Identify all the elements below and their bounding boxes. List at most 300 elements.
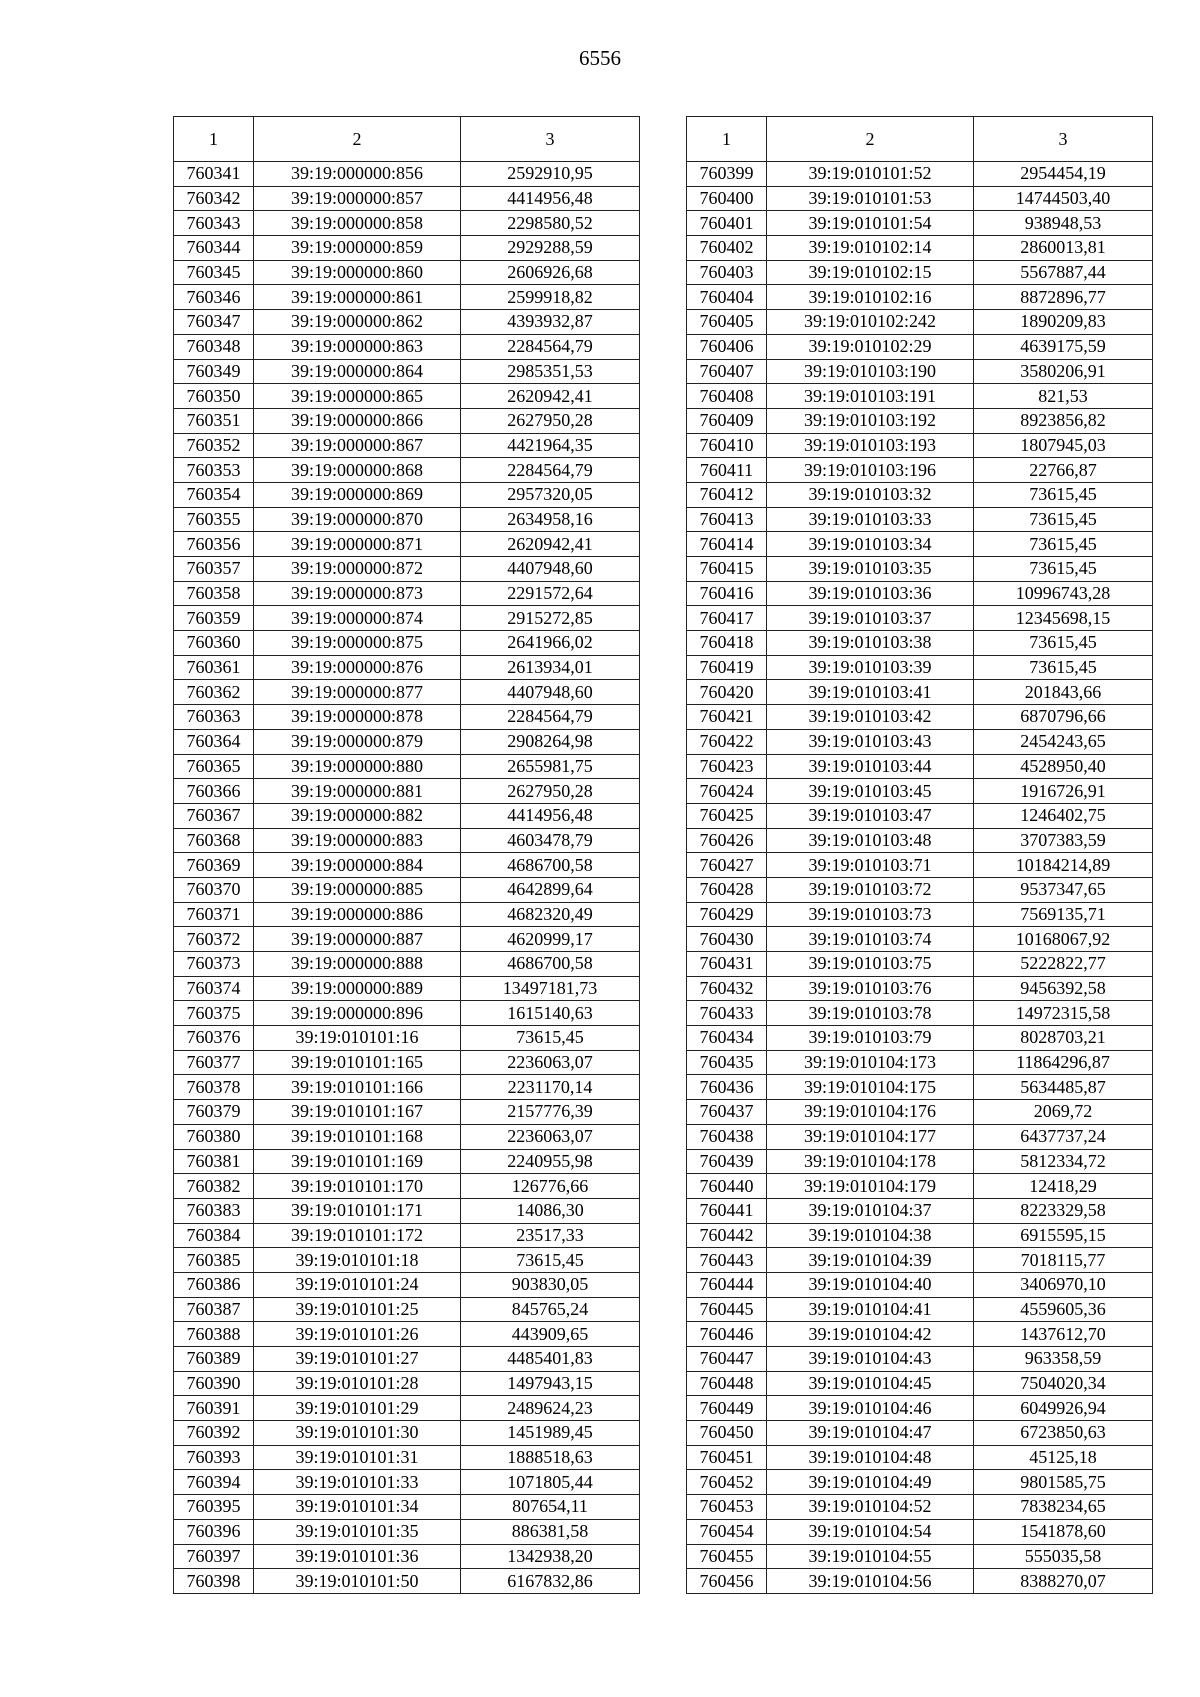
cadastral-number-cell: 39:19:010104:45 (767, 1371, 974, 1396)
cadastral-number-cell: 39:19:010104:177 (767, 1124, 974, 1149)
table-row (174, 1519, 640, 1544)
row-number-cell: 760398 (174, 1569, 254, 1594)
row-number-cell: 760372 (174, 927, 254, 952)
left-register-table (173, 116, 640, 1594)
cadastral-number-cell: 39:19:010101:52 (767, 162, 974, 187)
table-row (687, 1445, 1153, 1470)
value-cell: 1497943,15 (461, 1371, 640, 1396)
cadastral-number-cell: 39:19:010104:43 (767, 1347, 974, 1372)
row-number-cell: 760443 (687, 1248, 767, 1273)
row-number-cell: 760415 (687, 557, 767, 582)
row-number-cell: 760453 (687, 1495, 767, 1520)
table-row (174, 952, 640, 977)
row-number-cell: 760405 (687, 310, 767, 335)
value-cell: 5812334,72 (974, 1149, 1153, 1174)
value-cell: 9537347,65 (974, 877, 1153, 902)
value-cell: 4686700,58 (461, 952, 640, 977)
row-number-cell: 760417 (687, 606, 767, 631)
row-number-cell: 760410 (687, 433, 767, 458)
row-number-cell: 760350 (174, 384, 254, 409)
cadastral-number-cell: 39:19:010104:52 (767, 1495, 974, 1520)
table-row (174, 1001, 640, 1026)
row-number-cell: 760368 (174, 828, 254, 853)
row-number-cell: 760358 (174, 581, 254, 606)
row-number-cell: 760343 (174, 211, 254, 236)
table-row (687, 384, 1153, 409)
table-row (687, 680, 1153, 705)
row-number-cell: 760421 (687, 705, 767, 730)
row-number-cell: 760360 (174, 631, 254, 656)
row-number-cell: 760354 (174, 482, 254, 507)
value-cell: 73615,45 (461, 1248, 640, 1273)
table-row (687, 557, 1153, 582)
table-row (174, 877, 640, 902)
cadastral-number-cell: 39:19:010101:27 (254, 1347, 461, 1372)
table-row (174, 359, 640, 384)
table-row (687, 186, 1153, 211)
cadastral-number-cell: 39:19:000000:863 (254, 334, 461, 359)
value-cell: 2957320,05 (461, 482, 640, 507)
row-number-cell: 760364 (174, 729, 254, 754)
cadastral-number-cell: 39:19:010104:54 (767, 1519, 974, 1544)
row-number-cell: 760355 (174, 507, 254, 532)
value-cell: 2291572,64 (461, 581, 640, 606)
table-row (174, 458, 640, 483)
row-number-cell: 760371 (174, 902, 254, 927)
cadastral-number-cell: 39:19:000000:871 (254, 532, 461, 557)
value-cell: 11864296,87 (974, 1050, 1153, 1075)
cadastral-number-cell: 39:19:000000:857 (254, 186, 461, 211)
value-cell: 13497181,73 (461, 976, 640, 1001)
value-cell: 7569135,71 (974, 902, 1153, 927)
row-number-cell: 760379 (174, 1100, 254, 1125)
value-cell: 8223329,58 (974, 1198, 1153, 1223)
cadastral-number-cell: 39:19:010101:25 (254, 1297, 461, 1322)
table-row (174, 1396, 640, 1421)
cadastral-number-cell: 39:19:000000:860 (254, 260, 461, 285)
table-row (687, 754, 1153, 779)
cadastral-number-cell: 39:19:010101:31 (254, 1445, 461, 1470)
table-row (174, 310, 640, 335)
cadastral-number-cell: 39:19:010103:38 (767, 631, 974, 656)
row-number-cell: 760356 (174, 532, 254, 557)
row-number-cell: 760396 (174, 1519, 254, 1544)
table-row (687, 927, 1153, 952)
row-number-cell: 760413 (687, 507, 767, 532)
cadastral-number-cell: 39:19:010101:26 (254, 1322, 461, 1347)
value-cell: 938948,53 (974, 211, 1153, 236)
row-number-cell: 760401 (687, 211, 767, 236)
table-row (174, 803, 640, 828)
row-number-cell: 760446 (687, 1322, 767, 1347)
table-row (687, 1347, 1153, 1372)
row-number-cell: 760425 (687, 803, 767, 828)
cadastral-number-cell: 39:19:010103:75 (767, 952, 974, 977)
row-number-cell: 760399 (687, 162, 767, 187)
row-number-cell: 760348 (174, 334, 254, 359)
cadastral-number-cell: 39:19:010103:44 (767, 754, 974, 779)
value-cell: 6870796,66 (974, 705, 1153, 730)
cadastral-number-cell: 39:19:000000:885 (254, 877, 461, 902)
row-number-cell: 760353 (174, 458, 254, 483)
column-header-1: 1 (174, 117, 254, 162)
cadastral-number-cell: 39:19:010102:242 (767, 310, 974, 335)
row-number-cell: 760451 (687, 1445, 767, 1470)
table-row (687, 1198, 1153, 1223)
table-row (174, 1174, 640, 1199)
cadastral-number-cell: 39:19:010103:45 (767, 779, 974, 804)
value-cell: 2627950,28 (461, 779, 640, 804)
table-row (687, 1075, 1153, 1100)
table-row (687, 1470, 1153, 1495)
value-cell: 14972315,58 (974, 1001, 1153, 1026)
column-header-3: 3 (974, 117, 1153, 162)
table-row (687, 1174, 1153, 1199)
cadastral-number-cell: 39:19:010102:14 (767, 236, 974, 261)
value-cell: 6437737,24 (974, 1124, 1153, 1149)
value-cell: 2284564,79 (461, 334, 640, 359)
value-cell: 1437612,70 (974, 1322, 1153, 1347)
value-cell: 8872896,77 (974, 285, 1153, 310)
row-number-cell: 760363 (174, 705, 254, 730)
table-row (687, 1124, 1153, 1149)
value-cell: 6049926,94 (974, 1396, 1153, 1421)
cadastral-number-cell: 39:19:010103:79 (767, 1026, 974, 1051)
row-number-cell: 760436 (687, 1075, 767, 1100)
cadastral-number-cell: 39:19:010103:41 (767, 680, 974, 705)
row-number-cell: 760349 (174, 359, 254, 384)
cadastral-number-cell: 39:19:010101:50 (254, 1569, 461, 1594)
table-row (687, 581, 1153, 606)
column-header-2: 2 (767, 117, 974, 162)
cadastral-number-cell: 39:19:000000:859 (254, 236, 461, 261)
row-number-cell: 760370 (174, 877, 254, 902)
value-cell: 73615,45 (974, 655, 1153, 680)
row-number-cell: 760393 (174, 1445, 254, 1470)
row-number-cell: 760430 (687, 927, 767, 952)
table-row (174, 976, 640, 1001)
table-row (174, 680, 640, 705)
table-row (687, 482, 1153, 507)
cadastral-number-cell: 39:19:010104:41 (767, 1297, 974, 1322)
row-number-cell: 760412 (687, 482, 767, 507)
value-cell: 2655981,75 (461, 754, 640, 779)
value-cell: 2240955,98 (461, 1149, 640, 1174)
value-cell: 73615,45 (974, 532, 1153, 557)
row-number-cell: 760409 (687, 408, 767, 433)
value-cell: 6167832,86 (461, 1569, 640, 1594)
row-number-cell: 760395 (174, 1495, 254, 1520)
value-cell: 2599918,82 (461, 285, 640, 310)
cadastral-number-cell: 39:19:010101:36 (254, 1544, 461, 1569)
row-number-cell: 760366 (174, 779, 254, 804)
row-number-cell: 760351 (174, 408, 254, 433)
cadastral-number-cell: 39:19:010103:32 (767, 482, 974, 507)
row-number-cell: 760376 (174, 1026, 254, 1051)
table-row (174, 1026, 640, 1051)
cadastral-number-cell: 39:19:010103:192 (767, 408, 974, 433)
row-number-cell: 760440 (687, 1174, 767, 1199)
table-row (687, 952, 1153, 977)
value-cell: 2298580,52 (461, 211, 640, 236)
cadastral-number-cell: 39:19:000000:869 (254, 482, 461, 507)
cadastral-number-cell: 39:19:000000:879 (254, 729, 461, 754)
table-row (687, 1001, 1153, 1026)
value-cell: 4682320,49 (461, 902, 640, 927)
cadastral-number-cell: 39:19:010103:34 (767, 532, 974, 557)
cadastral-number-cell: 39:19:010101:170 (254, 1174, 461, 1199)
value-cell: 23517,33 (461, 1223, 640, 1248)
table-row (687, 853, 1153, 878)
value-cell: 2592910,95 (461, 162, 640, 187)
row-number-cell: 760454 (687, 1519, 767, 1544)
table-row (174, 1272, 640, 1297)
row-number-cell: 760378 (174, 1075, 254, 1100)
value-cell: 4414956,48 (461, 803, 640, 828)
table-row (174, 557, 640, 582)
cadastral-number-cell: 39:19:010101:24 (254, 1272, 461, 1297)
value-cell: 201843,66 (974, 680, 1153, 705)
value-cell: 8923856,82 (974, 408, 1153, 433)
value-cell: 1890209,83 (974, 310, 1153, 335)
value-cell: 2929288,59 (461, 236, 640, 261)
table-row (174, 482, 640, 507)
row-number-cell: 760389 (174, 1347, 254, 1372)
value-cell: 4642899,64 (461, 877, 640, 902)
cadastral-number-cell: 39:19:010102:15 (767, 260, 974, 285)
value-cell: 4559605,36 (974, 1297, 1153, 1322)
cadastral-number-cell: 39:19:010101:29 (254, 1396, 461, 1421)
value-cell: 2236063,07 (461, 1050, 640, 1075)
table-row (174, 606, 640, 631)
row-number-cell: 760403 (687, 260, 767, 285)
cadastral-number-cell: 39:19:010104:49 (767, 1470, 974, 1495)
cadastral-number-cell: 39:19:010101:35 (254, 1519, 461, 1544)
row-number-cell: 760452 (687, 1470, 767, 1495)
row-number-cell: 760359 (174, 606, 254, 631)
row-number-cell: 760434 (687, 1026, 767, 1051)
cadastral-number-cell: 39:19:000000:875 (254, 631, 461, 656)
left-table-body (174, 162, 640, 1594)
value-cell: 807654,11 (461, 1495, 640, 1520)
row-number-cell: 760369 (174, 853, 254, 878)
value-cell: 443909,65 (461, 1322, 640, 1347)
cadastral-number-cell: 39:19:010101:28 (254, 1371, 461, 1396)
value-cell: 1342938,20 (461, 1544, 640, 1569)
cadastral-number-cell: 39:19:010103:33 (767, 507, 974, 532)
value-cell: 9456392,58 (974, 976, 1153, 1001)
value-cell: 1807945,03 (974, 433, 1153, 458)
cadastral-number-cell: 39:19:010101:168 (254, 1124, 461, 1149)
cadastral-number-cell: 39:19:010103:193 (767, 433, 974, 458)
cadastral-number-cell: 39:19:010103:42 (767, 705, 974, 730)
value-cell: 2236063,07 (461, 1124, 640, 1149)
right-table-body (687, 162, 1153, 1594)
value-cell: 4421964,35 (461, 433, 640, 458)
column-header-3: 3 (461, 117, 640, 162)
value-cell: 886381,58 (461, 1519, 640, 1544)
value-cell: 5634485,87 (974, 1075, 1153, 1100)
value-cell: 7838234,65 (974, 1495, 1153, 1520)
value-cell: 1916726,91 (974, 779, 1153, 804)
table-row (174, 631, 640, 656)
table-row (687, 1026, 1153, 1051)
value-cell: 3707383,59 (974, 828, 1153, 853)
row-number-cell: 760420 (687, 680, 767, 705)
table-row (687, 507, 1153, 532)
cadastral-number-cell: 39:19:010104:55 (767, 1544, 974, 1569)
page-number: 6556 (579, 46, 621, 70)
row-number-cell: 760422 (687, 729, 767, 754)
row-number-cell: 760377 (174, 1050, 254, 1075)
table-row (687, 1100, 1153, 1125)
row-number-cell: 760347 (174, 310, 254, 335)
table-row (687, 1322, 1153, 1347)
row-number-cell: 760362 (174, 680, 254, 705)
table-row (687, 606, 1153, 631)
cadastral-number-cell: 39:19:010101:30 (254, 1421, 461, 1446)
row-number-cell: 760450 (687, 1421, 767, 1446)
value-cell: 5222822,77 (974, 952, 1153, 977)
table-row (687, 1519, 1153, 1544)
cadastral-number-cell: 39:19:010104:38 (767, 1223, 974, 1248)
cadastral-number-cell: 39:19:000000:888 (254, 952, 461, 977)
cadastral-number-cell: 39:19:010104:47 (767, 1421, 974, 1446)
table-row (687, 705, 1153, 730)
cadastral-number-cell: 39:19:000000:886 (254, 902, 461, 927)
table-row (687, 334, 1153, 359)
cadastral-number-cell: 39:19:010103:35 (767, 557, 974, 582)
table-row (687, 902, 1153, 927)
cadastral-number-cell: 39:19:010101:16 (254, 1026, 461, 1051)
table-row (687, 433, 1153, 458)
cadastral-number-cell: 39:19:010101:172 (254, 1223, 461, 1248)
cadastral-number-cell: 39:19:000000:858 (254, 211, 461, 236)
value-cell: 73615,45 (974, 507, 1153, 532)
value-cell: 7504020,34 (974, 1371, 1153, 1396)
table-row (174, 1297, 640, 1322)
table-row (174, 1223, 640, 1248)
value-cell: 8028703,21 (974, 1026, 1153, 1051)
cadastral-number-cell: 39:19:010101:54 (767, 211, 974, 236)
row-number-cell: 760447 (687, 1347, 767, 1372)
value-cell: 2634958,16 (461, 507, 640, 532)
table-row (687, 162, 1153, 187)
table-row (687, 359, 1153, 384)
value-cell: 1541878,60 (974, 1519, 1153, 1544)
value-cell: 2620942,41 (461, 532, 640, 557)
cadastral-number-cell: 39:19:000000:862 (254, 310, 461, 335)
table-row (174, 285, 640, 310)
value-cell: 821,53 (974, 384, 1153, 409)
row-number-cell: 760407 (687, 359, 767, 384)
row-number-cell: 760390 (174, 1371, 254, 1396)
row-number-cell: 760344 (174, 236, 254, 261)
value-cell: 5567887,44 (974, 260, 1153, 285)
row-number-cell: 760375 (174, 1001, 254, 1026)
value-cell: 10996743,28 (974, 581, 1153, 606)
table-row (687, 1272, 1153, 1297)
table-row (687, 532, 1153, 557)
row-number-cell: 760374 (174, 976, 254, 1001)
table-row (174, 828, 640, 853)
table-row (174, 1198, 640, 1223)
value-cell: 73615,45 (974, 631, 1153, 656)
row-number-cell: 760357 (174, 557, 254, 582)
table-row (687, 1421, 1153, 1446)
table-row (687, 1396, 1153, 1421)
table-row (174, 1445, 640, 1470)
value-cell: 1071805,44 (461, 1470, 640, 1495)
table-row (687, 1544, 1153, 1569)
table-row (687, 1149, 1153, 1174)
cadastral-number-cell: 39:19:000000:878 (254, 705, 461, 730)
table-row (687, 408, 1153, 433)
cadastral-number-cell: 39:19:010104:42 (767, 1322, 974, 1347)
table-row (174, 532, 640, 557)
cadastral-number-cell: 39:19:010101:167 (254, 1100, 461, 1125)
cadastral-number-cell: 39:19:000000:856 (254, 162, 461, 187)
cadastral-number-cell: 39:19:000000:865 (254, 384, 461, 409)
row-number-cell: 760426 (687, 828, 767, 853)
row-number-cell: 760402 (687, 236, 767, 261)
value-cell: 9801585,75 (974, 1470, 1153, 1495)
cadastral-number-cell: 39:19:010103:48 (767, 828, 974, 853)
row-number-cell: 760367 (174, 803, 254, 828)
value-cell: 2613934,01 (461, 655, 640, 680)
cadastral-number-cell: 39:19:000000:889 (254, 976, 461, 1001)
cadastral-number-cell: 39:19:010103:71 (767, 853, 974, 878)
table-row (174, 779, 640, 804)
table-row (174, 705, 640, 730)
value-cell: 1615140,63 (461, 1001, 640, 1026)
cadastral-number-cell: 39:19:000000:872 (254, 557, 461, 582)
table-row (687, 285, 1153, 310)
table-row (174, 236, 640, 261)
cadastral-number-cell: 39:19:000000:882 (254, 803, 461, 828)
table-row (174, 211, 640, 236)
row-number-cell: 760394 (174, 1470, 254, 1495)
table-row (687, 1248, 1153, 1273)
value-cell: 4407948,60 (461, 680, 640, 705)
row-number-cell: 760448 (687, 1371, 767, 1396)
value-cell: 2641966,02 (461, 631, 640, 656)
table-row (174, 1050, 640, 1075)
table-row (687, 236, 1153, 261)
cadastral-number-cell: 39:19:010104:178 (767, 1149, 974, 1174)
cadastral-number-cell: 39:19:010104:46 (767, 1396, 974, 1421)
cadastral-number-cell: 39:19:010101:18 (254, 1248, 461, 1273)
table-row (174, 384, 640, 409)
cadastral-number-cell: 39:19:000000:867 (254, 433, 461, 458)
value-cell: 903830,05 (461, 1272, 640, 1297)
table-row (687, 260, 1153, 285)
row-number-cell: 760382 (174, 1174, 254, 1199)
table-row (687, 877, 1153, 902)
table-row (174, 853, 640, 878)
cadastral-number-cell: 39:19:000000:876 (254, 655, 461, 680)
row-number-cell: 760424 (687, 779, 767, 804)
value-cell: 2454243,65 (974, 729, 1153, 754)
table-row (174, 1149, 640, 1174)
value-cell: 4528950,40 (974, 754, 1153, 779)
cadastral-number-cell: 39:19:010104:176 (767, 1100, 974, 1125)
cadastral-number-cell: 39:19:010101:166 (254, 1075, 461, 1100)
cadastral-number-cell: 39:19:010103:76 (767, 976, 974, 1001)
row-number-cell: 760392 (174, 1421, 254, 1446)
value-cell: 1451989,45 (461, 1421, 640, 1446)
cadastral-number-cell: 39:19:010103:78 (767, 1001, 974, 1026)
